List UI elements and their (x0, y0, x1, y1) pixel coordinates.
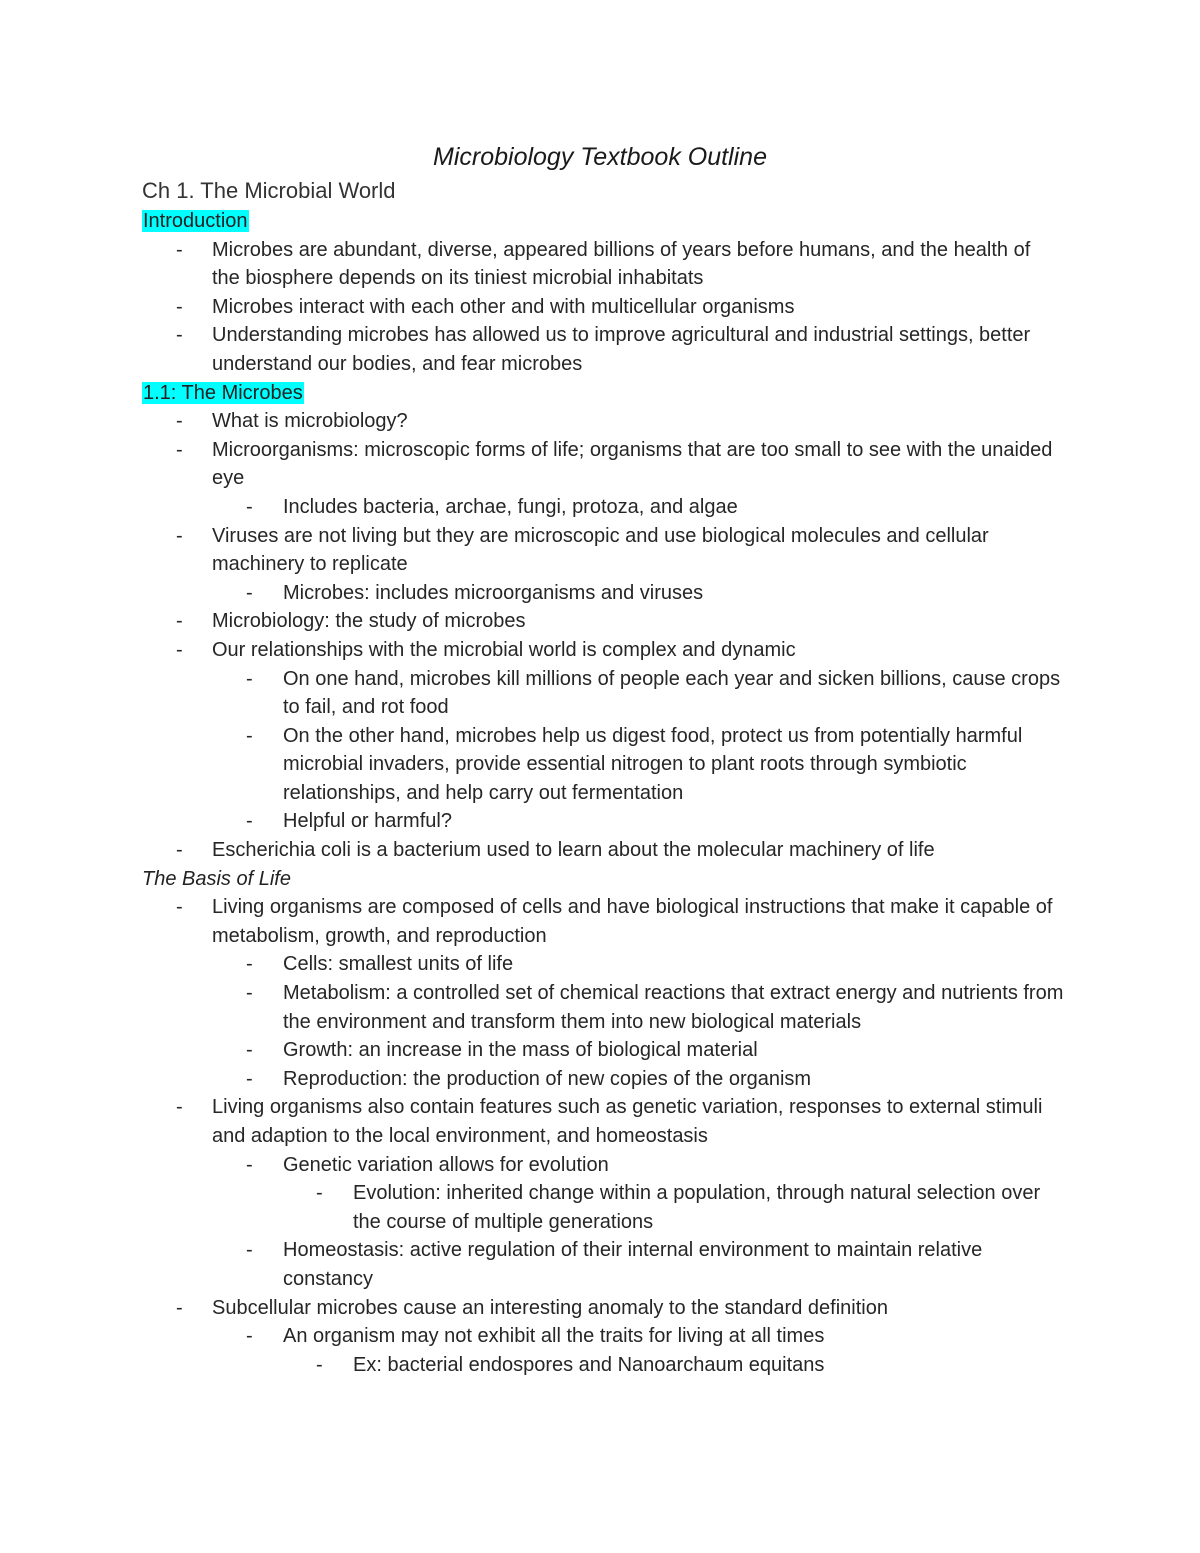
list-item-text: Homeostasis: active regulation of their internal environment to maintain relative constancy (283, 1239, 983, 1290)
bullet-dash: - (246, 581, 253, 604)
list-item (0, 579, 1200, 608)
list-item-text: An organism may not exhibit all the traits for living at all times (283, 1325, 825, 1348)
list-item-text: Cells: smallest units of life (283, 953, 514, 976)
list-item (0, 522, 1200, 579)
list-item (0, 893, 1200, 950)
list-item (0, 1093, 1200, 1150)
list-item (0, 722, 1200, 808)
bullet-dash: - (246, 810, 253, 833)
list-item (0, 1236, 1200, 1293)
list-item (0, 321, 1200, 378)
list-item (0, 836, 1200, 865)
section-heading-introduction (142, 207, 1200, 236)
list-item-text: On the other hand, microbes help us digest food, protect us from potentially harmful microbial invaders, provide essential nitrogen to plant roots through symbiotic relationships, and help carry out fermentation (283, 724, 1023, 804)
highlighted-heading: 1.1: The Microbes (143, 381, 303, 404)
list-item-text: Living organisms are composed of cells and have biological instructions that make it capable of metabolism, growth, and reproduction (212, 896, 1053, 947)
chapter-heading: Ch 1. The Microbial World (142, 178, 396, 203)
bullet-dash: - (176, 295, 183, 318)
list-item (0, 665, 1200, 722)
list-item-text: Helpful or harmful? (283, 810, 452, 833)
bullet-dash: - (246, 495, 253, 518)
bullet-dash: - (316, 1182, 323, 1205)
bullet-dash: - (176, 839, 183, 862)
bullet-dash: - (246, 1067, 253, 1090)
list-item (0, 1065, 1200, 1094)
list-item-text: Microbes are abundant, diverse, appeared billions of years before humans, and the health of the biosphere depends on its tiniest microbial inhabitats (212, 238, 1031, 290)
list-item-text: Growth: an increase in the mass of biological material (283, 1039, 758, 1062)
list-item (0, 1179, 1200, 1236)
bullet-dash: - (176, 324, 183, 347)
list-item-text: Microbes interact with each other and with multicellular organisms (212, 295, 795, 318)
bullet-dash: - (246, 982, 253, 1005)
bullet-dash: - (176, 438, 183, 461)
list-item-text: Microbes: includes microorganisms and viruses (283, 581, 704, 604)
bullet-dash: - (246, 724, 253, 747)
list-item (0, 979, 1200, 1036)
list-item (0, 950, 1200, 979)
list-item-text: Our relationships with the microbial world is complex and dynamic (212, 638, 796, 661)
list-item (0, 293, 1200, 322)
list-item (0, 236, 1200, 293)
list-item-text: Living organisms also contain features such as genetic variation, responses to external stimuli and adaption to the local environment, and homeostasis (212, 1096, 1043, 1147)
subsection-heading-basis-of-life: The Basis of Life (142, 867, 291, 890)
list-item-text: Microorganisms: microscopic forms of life; organisms that are too small to see with the unaided eye (212, 438, 1053, 490)
list-item-text: Subcellular microbes cause an interesting anomaly to the standard definition (212, 1296, 888, 1319)
bullet-dash: - (176, 638, 183, 661)
bullet-dash: - (246, 667, 253, 690)
list-item-text: What is microbiology? (212, 410, 408, 433)
list-item (0, 607, 1200, 636)
list-item (0, 1151, 1200, 1180)
bullet-dash: - (176, 238, 183, 261)
list-item (0, 493, 1200, 522)
bullet-dash: - (176, 1296, 183, 1319)
list-item-text: Reproduction: the production of new copies of the organism (283, 1067, 812, 1090)
bullet-dash: - (316, 1353, 323, 1376)
list-item-text: Understanding microbes has allowed us to improve agricultural and industrial settings, better understand our bodies, and fear microbes (212, 324, 1031, 375)
list-item (0, 436, 1200, 493)
bullet-dash: - (176, 1096, 183, 1119)
list-item-text: Microbiology: the study of microbes (212, 610, 526, 633)
bullet-dash: - (246, 953, 253, 976)
bullet-dash: - (246, 1239, 253, 1262)
bullet-dash: - (176, 410, 183, 433)
list-item-text: Escherichia coli is a bacterium used to learn about the molecular machinery of life (212, 839, 935, 862)
section-heading-the-microbes (142, 379, 1200, 408)
list-item-text: Evolution: inherited change within a population, through natural selection over the course of multiple generations (353, 1182, 1041, 1233)
list-item-text: Includes bacteria, archae, fungi, protoza, and algae (283, 495, 738, 518)
list-item-text: Metabolism: a controlled set of chemical reactions that extract energy and nutrients from the environment and transform them into new biological materials (283, 982, 1064, 1033)
list-item (0, 1351, 1200, 1380)
list-item (0, 407, 1200, 436)
bullet-dash: - (246, 1039, 253, 1062)
list-item-text: On one hand, microbes kill millions of people each year and sicken billions, cause crops to fail, and rot food (283, 667, 1061, 719)
bullet-dash: - (176, 524, 183, 547)
bullet-dash: - (176, 610, 183, 633)
list-item (0, 1036, 1200, 1065)
list-item-text: Genetic variation allows for evolution (283, 1153, 609, 1176)
list-item-text: Ex: bacterial endospores and Nanoarchaum equitans (353, 1353, 825, 1376)
list-item (0, 807, 1200, 836)
bullet-dash: - (246, 1325, 253, 1348)
highlighted-heading: Introduction (143, 210, 248, 232)
list-item (0, 636, 1200, 665)
outline-content (0, 207, 1200, 1379)
list-item-text: Viruses are not living but they are microscopic and use biological molecules and cellular machinery to replicate (212, 524, 989, 576)
bullet-dash: - (176, 896, 183, 919)
list-item (0, 1322, 1200, 1351)
bullet-dash: - (246, 1153, 253, 1176)
list-item (0, 1294, 1200, 1323)
document-title: Microbiology Textbook Outline (433, 143, 767, 171)
